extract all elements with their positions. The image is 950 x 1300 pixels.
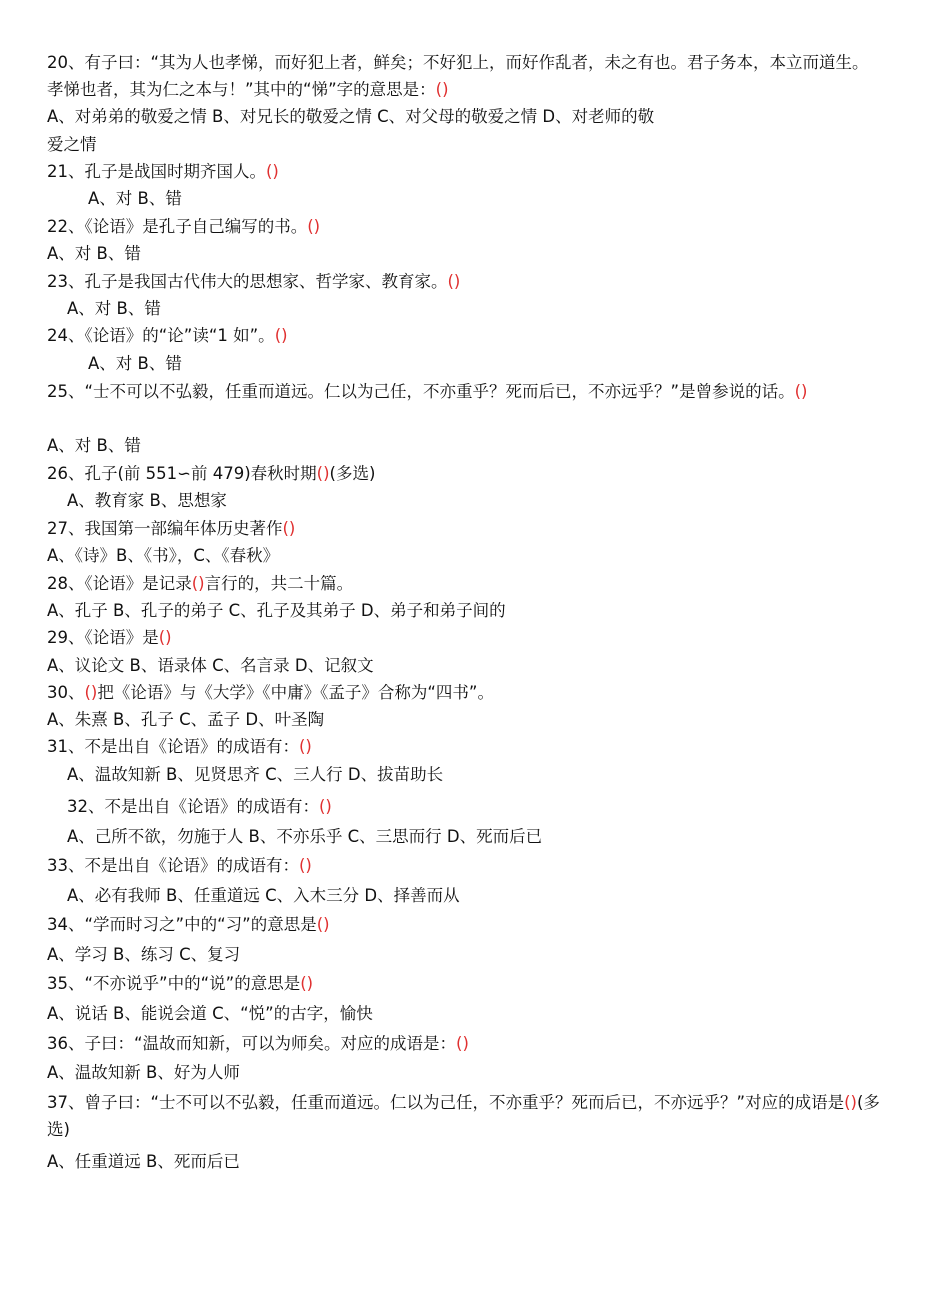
line-text: 22、《论语》是孔子自己编写的书。 [47,217,308,236]
line-text: 23、孔子是我国古代伟大的思想家、哲学家、教育家。 [47,272,448,291]
line-text: 34、“学而时习之”中的“习”的意思是 [47,915,317,934]
options-line [47,1151,240,1173]
answer-blank: () [191,574,205,593]
line-text: A、温故知新 B、见贤思齐 C、三人行 D、拔苗助长 [67,765,444,784]
question-22 [47,216,320,238]
line-text: A、教育家 B、思想家 [67,491,227,510]
line-suffix: (多选) [329,464,376,483]
question-35 [47,973,313,995]
options-line [47,655,374,677]
question-25 [47,378,882,405]
line-text: 33、不是出自《论语》的成语有： [47,856,299,875]
line-text: 20、有子曰：“其为人也孝悌，而好犯上者，鲜矣；不好犯上，而好作乱者，未之有也。君子务本，本立而道生。孝悌也者，其为仁之本与！”其中的“悌”字的意思是： [47,53,869,99]
question-34 [47,914,330,936]
line-text: 36、子曰：“温故而知新，可以为师矣。对应的成语是： [47,1034,457,1053]
options-line [47,435,141,457]
line-text: A、必有我师 B、任重道远 C、入木三分 D、择善而从 [67,886,460,905]
options-line [47,600,506,622]
options-line [47,545,279,567]
line-text: 29、《论语》是 [47,628,159,647]
options-line [47,709,324,731]
answer-blank: () [316,464,330,483]
line-suffix: (多选) [47,1093,880,1139]
line-text: 28、《论语》是记录 [47,574,192,593]
answer-blank: () [299,856,312,875]
question-20 [47,49,882,103]
question-21 [47,161,279,183]
question-32 [67,796,332,818]
question-37 [47,1089,882,1143]
options-line [47,944,240,966]
options-line [88,188,182,210]
line-text: 37、曾子曰：“士不可以不弘毅，任重而道远。仁以为己任，不亦重乎？死而后已，不亦远乎？”对应的成语是 [47,1093,845,1112]
line-text: A、温故知新 B、好为人师 [47,1063,240,1082]
answer-blank: () [456,1034,469,1053]
line-text: A、议论文 B、语录体 C、名言录 D、记叙文 [47,656,374,675]
line-text: A、己所不欲，勿施于人 B、不亦乐乎 C、三思而行 D、死而后已 [67,827,543,846]
line-text: 24、《论语》的“论”读“1 如”。 [47,326,275,345]
answer-blank: () [158,628,172,647]
line-text: 31、不是出自《论语》的成语有： [47,737,299,756]
line-text: A、任重道远 B、死而后已 [47,1152,240,1171]
answer-blank: () [266,162,279,181]
options-line [47,1062,240,1084]
answer-blank: () [794,382,808,401]
options-line [47,106,654,128]
answer-blank: () [316,915,330,934]
answer-blank: () [319,797,332,816]
options-line [67,826,542,848]
line-text: A、《诗》B、《书》，C、《春秋》 [47,546,280,565]
answer-blank: () [84,683,98,702]
answer-blank: () [282,519,296,538]
line-text: 30、 [47,683,85,702]
line-text: 爱之情 [47,135,97,154]
question-24 [47,325,288,347]
question-33 [47,855,312,877]
question-31 [47,736,312,758]
question-27 [47,518,295,540]
line-text: 35、“不亦说乎”中的“说”的意思是 [47,974,301,993]
line-text: 21、孔子是战国时期齐国人。 [47,162,266,181]
line-text: A、孔子 B、孔子的弟子 C、孔子及其弟子 D、弟子和弟子间的 [47,601,506,620]
answer-blank: () [307,217,321,236]
line-suffix: 言行的，共二十篇。 [204,574,354,593]
line-text: 26、孔子(前 551∽前 479)春秋时期 [47,464,317,483]
question-28 [47,573,353,595]
answer-blank: () [447,272,461,291]
line-text: A、对 B、错 [67,299,161,318]
line-text: A、对弟弟的敬爱之情 B、对兄长的敬爱之情 C、对父母的敬爱之情 D、对老师的敬 [47,107,655,126]
options-line [67,490,227,512]
answer-blank: () [300,974,314,993]
options-line [47,243,141,265]
question-23 [47,271,460,293]
line-text: A、学习 B、练习 C、复习 [47,945,241,964]
line-text: A、对 B、错 [88,189,182,208]
line-text: 32、不是出自《论语》的成语有： [67,797,319,816]
line-text: 27、我国第一部编年体历史著作 [47,519,283,538]
question-29 [47,627,172,649]
answer-blank: () [435,80,449,99]
question-36 [47,1033,469,1055]
question-26 [47,463,375,485]
line-text: A、对 B、错 [47,244,141,263]
options-line [67,885,460,907]
line-text: A、对 B、错 [88,354,182,373]
line-text: A、说话 B、能说会道 C、“悦”的古字，愉快 [47,1004,373,1023]
line-text: A、朱熹 B、孔子 C、孟子 D、叶圣陶 [47,710,325,729]
question-30 [47,682,494,704]
answer-blank: () [274,326,288,345]
line-text: A、对 B、错 [47,436,141,455]
answer-blank: () [844,1093,857,1112]
options-line [47,1003,373,1025]
answer-blank: () [299,737,312,756]
line-text: 25、“士不可以不弘毅，任重而道远。仁以为己任，不亦重乎？死而后已，不亦远乎？”是曾参说的话。 [47,382,795,401]
line-suffix: 把《论语》与《大学》《中庸》《孟子》合称为“四书”。 [97,683,494,702]
options-line [67,298,161,320]
options-line-continued [47,134,97,156]
options-line [88,353,182,375]
options-line [67,764,443,786]
